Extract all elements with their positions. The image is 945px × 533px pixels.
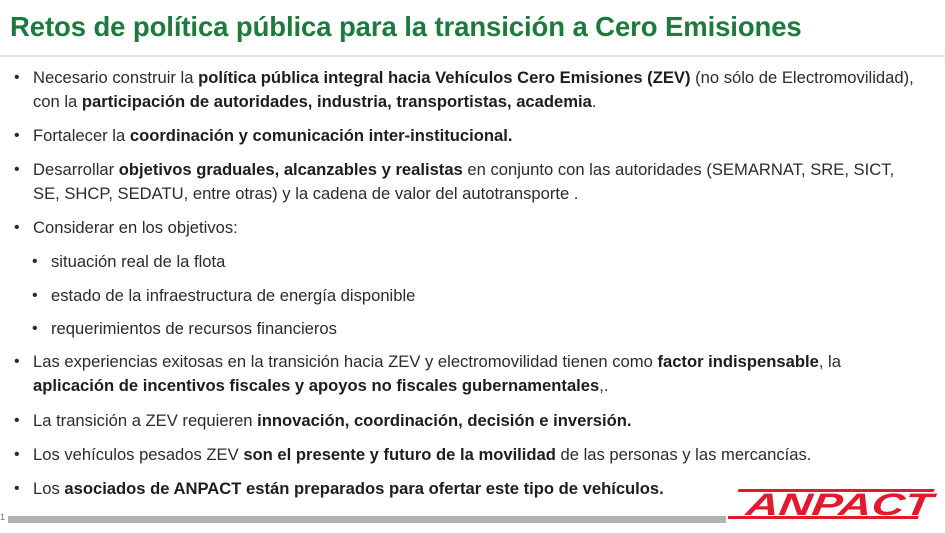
text-segment: Las experiencias exitosas en la transición hacia ZEV y electromovilidad tienen como [33, 352, 658, 371]
bullet-dot-icon: • [32, 320, 38, 337]
sub-bullet-item [32, 284, 892, 308]
text-segment: Los [33, 479, 65, 498]
bullet-text [33, 216, 924, 240]
bullet-text [51, 284, 892, 308]
text-segment: ,. [599, 376, 609, 395]
text-segment: requerimientos de recursos financieros [51, 319, 337, 338]
text-segment: estado de la infraestructura de energía disponible [51, 286, 416, 305]
text-segment: (no sólo de Electromovilidad), con la [33, 68, 914, 111]
text-segment: Fortalecer la [33, 126, 130, 145]
bullet-item [14, 66, 924, 114]
bullet-item [14, 124, 924, 148]
bold-segment: participación de autoridades, industria, transportistas, academia [81, 92, 592, 111]
bullet-dot-icon: • [14, 446, 20, 463]
bullet-dot-icon: • [14, 412, 20, 429]
bullet-item [14, 216, 924, 240]
bullet-dot-icon: • [32, 253, 38, 270]
bold-segment: aplicación de incentivos fiscales y apoyos no fiscales gubernamentales [33, 376, 600, 395]
bullet-text [33, 409, 924, 433]
text-segment: . [591, 92, 597, 111]
bullet-dot-icon: • [14, 219, 20, 236]
bold-segment: objetivos graduales, alcanzables y realistas [118, 160, 463, 179]
text-segment: Los vehículos pesados ZEV [33, 445, 244, 464]
text-segment: Desarrollar [33, 160, 119, 179]
text-segment: de las personas y las mercancías. [555, 445, 812, 464]
bullet-dot-icon: • [14, 353, 20, 370]
bullet-item [14, 350, 924, 398]
bullet-dot-icon: • [14, 161, 20, 178]
bullet-text [33, 158, 924, 206]
bold-segment: coordinación y comunicación inter-institucional. [129, 126, 513, 145]
bullet-dot-icon: • [14, 480, 20, 497]
text-segment: , la [818, 352, 841, 371]
slide-title: Retos de política pública para la transición a Cero Emisiones [10, 11, 802, 42]
bold-segment: política pública integral hacia Vehículos Cero Emisiones (ZEV) [198, 68, 691, 87]
text-segment: Considerar en los objetivos: [33, 218, 238, 237]
bullet-dot-icon: • [14, 127, 20, 144]
bullet-dot-icon: • [14, 69, 20, 86]
bold-segment: factor indispensable [657, 352, 819, 371]
page-number: 1 [0, 512, 6, 522]
bullet-item [14, 158, 924, 206]
bullet-item [14, 443, 924, 467]
bullet-text [33, 443, 924, 467]
bullet-text [33, 66, 924, 114]
anpact-logo [728, 480, 942, 528]
bullet-text [51, 250, 892, 274]
text-segment: La transición a ZEV requieren [33, 411, 258, 430]
footer-bar [8, 516, 726, 523]
logo-wordmark: ANPACT [744, 487, 876, 522]
bullet-item [14, 409, 924, 433]
bold-segment: asociados de ANPACT están preparados para ofertar este tipo de vehículos. [64, 479, 664, 498]
bullet-text [33, 350, 924, 398]
text-segment: en conjunto con las autoridades (SEMARNAT, SRE, SICT, SE, SHCP, SEDATU, entre otras) y la cadena de valor del autotransporte . [33, 160, 895, 203]
sub-bullet-item [32, 250, 892, 274]
bullet-dot-icon: • [32, 287, 38, 304]
sub-bullet-item [32, 317, 892, 341]
bold-segment: son el presente y futuro de la movilidad [243, 445, 556, 464]
text-segment: situación real de la flota [51, 252, 226, 271]
bullet-text [51, 317, 892, 341]
bold-segment: innovación, coordinación, decisión e inversión. [257, 411, 632, 430]
text-segment: Necesario construir la [33, 68, 199, 87]
bullet-text [33, 124, 924, 148]
